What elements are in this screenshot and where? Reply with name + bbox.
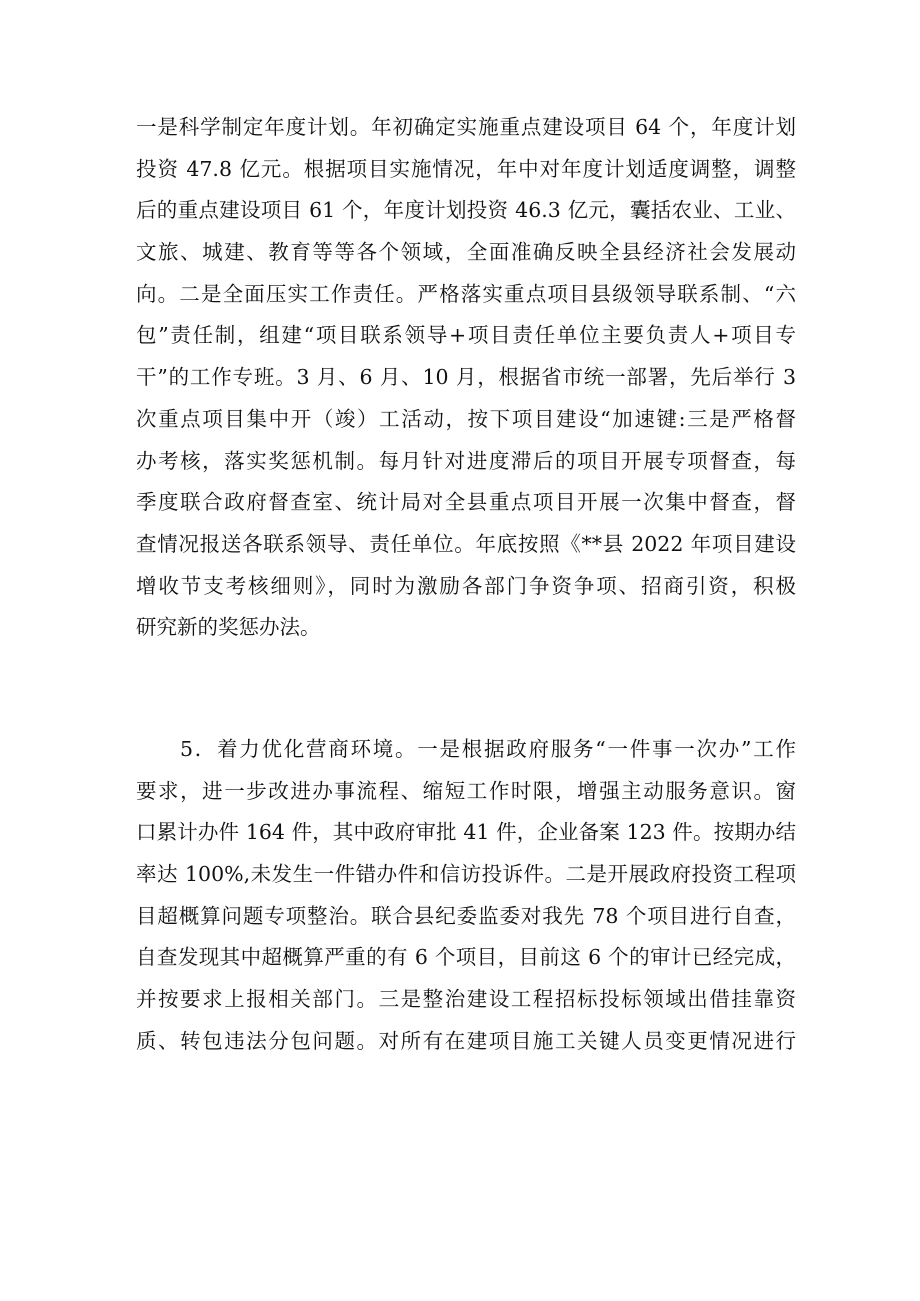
paragraph-business-environment [136, 729, 796, 1063]
text-line: 5．着力优化营商环境。一是根据政府服务“一件事一次办”工作 [180, 737, 796, 761]
text-line: 要求，进一步改进办事流程、缩短工作时限，增强主动服务意识。窗 [136, 778, 796, 803]
text-line: 后的重点建设项目 61 个，年度计划投资 46.3 亿元，囊括农业、工业、 [136, 198, 796, 223]
text-line: 查情况报送各联系领导、责任单位。年底按照《**县 2022 年项目建设 [136, 531, 796, 556]
text-line: 目超概算问题专项整治。联合县纪委监委对我先 78 个项目进行自查， [136, 903, 796, 928]
text-line: 研究新的奖惩办法。 [136, 615, 321, 640]
text-line: 向。二是全面压实工作责任。严格落实重点项目县级领导联系制、“六 [136, 281, 796, 306]
text-line: 自查发现其中超概算严重的有 6 个项目，目前这 6 个的审计已经完成， [136, 945, 796, 970]
text-line: 季度联合政府督查室、统计局对全县重点项目开展一次集中督查，督 [136, 490, 796, 515]
text-line: 投资 47.8 亿元。根据项目实施情况，年中对年度计划适度调整，调整 [136, 156, 796, 181]
text-line: 干”的工作专班。3 月、6 月、10 月，根据省市统一部署，先后举行 3 [136, 365, 796, 390]
text-line: 增收节支考核细则》，同时为激励各部门争资争项、招商引资，积极 [136, 573, 796, 598]
text-line: 率达 100%,未发生一件错办件和信访投诉件。二是开展政府投资工程项 [136, 862, 796, 887]
text-line: 包”责任制，组建“项目联系领导+项目责任单位主要负责人+项目专 [136, 323, 796, 348]
paragraph-project-planning [136, 107, 796, 649]
text-line: 口累计办件 164 件，其中政府审批 41 件，企业备案 123 件。按期办结 [136, 820, 796, 845]
text-line: 一是科学制定年度计划。年初确定实施重点建设项目 64 个，年度计划 [136, 115, 796, 139]
text-line: 办考核，落实奖惩机制。每月针对进度滞后的项目开展专项督查，每 [136, 448, 796, 473]
text-line: 并按要求上报相关部门。三是整治建设工程招标投标领域出借挂靠资 [136, 987, 796, 1012]
text-line: 次重点项目集中开（竣）工活动，按下项目建设“加速键:三是严格督 [136, 406, 796, 431]
text-line: 质、转包违法分包问题。对所有在建项目施工关键人员变更情况进行 [136, 1028, 796, 1053]
text-line: 文旅、城建、教育等等各个领域，全面准确反映全县经济社会发展动 [136, 240, 796, 265]
